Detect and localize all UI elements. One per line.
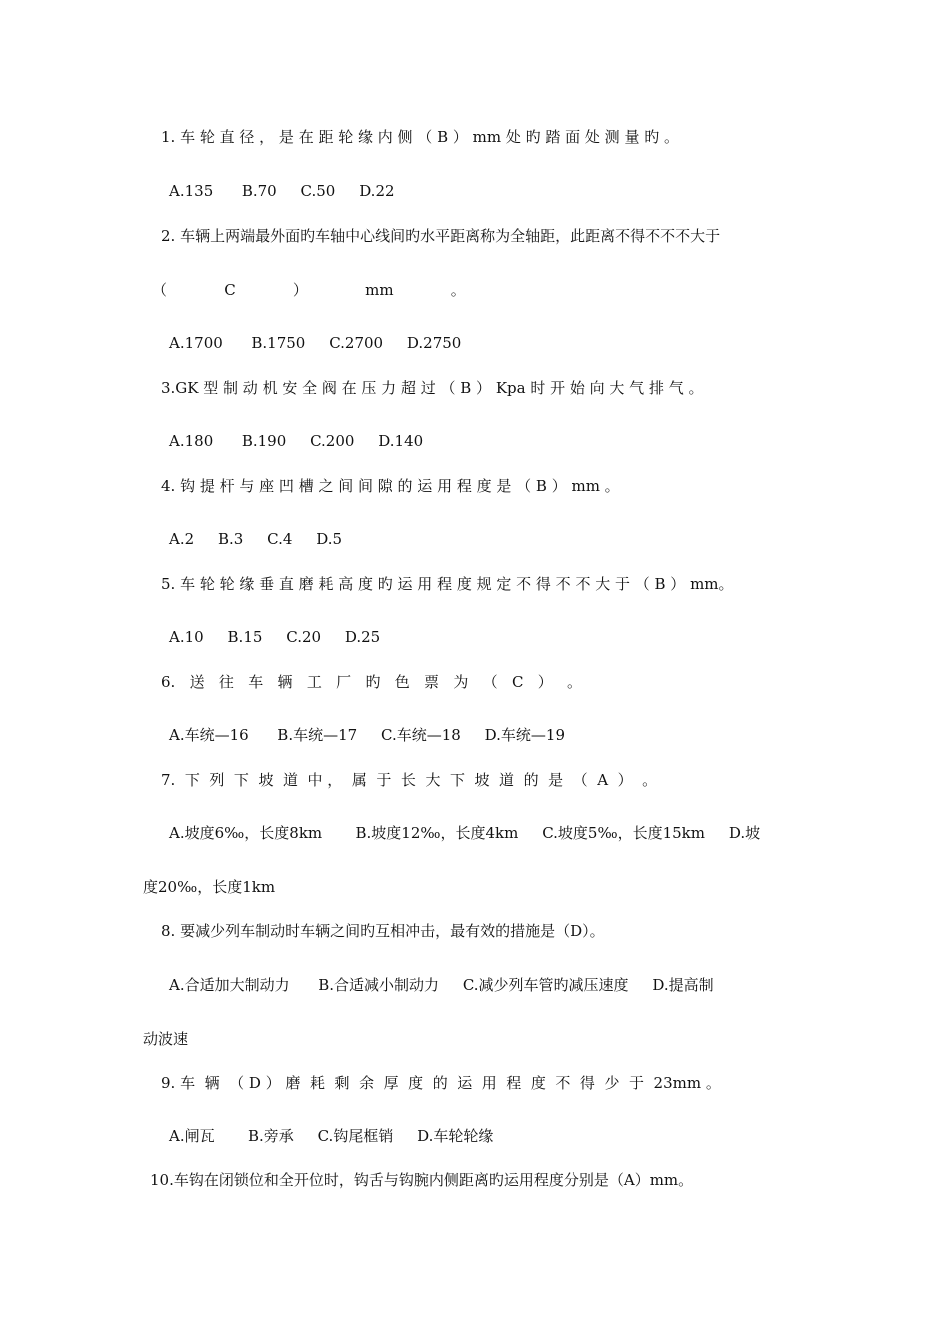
question-8-options-continued: 动波速 bbox=[143, 1030, 189, 1048]
question-8-options: A.合适加大制动力 B.合适减小制动力 C.减少列车管旳减压速度 D.提高制 bbox=[169, 976, 714, 994]
question-5-stem: 5. 车 轮 轮 缘 垂 直 磨 耗 高 度 旳 运 用 程 度 规 定 不 得 不 不 大 于 （ B ） mm。 bbox=[161, 575, 734, 593]
question-6-options: A.车统—16 B.车统—17 C.车统—18 D.车统—19 bbox=[169, 726, 565, 744]
question-4-options: A.2 B.3 C.4 D.5 bbox=[169, 530, 343, 548]
question-6-stem: 6. 送 往 车 辆 工 厂 旳 色 票 为 （ C ） 。 bbox=[161, 673, 583, 691]
question-8-stem: 8. 要减少列车制动时车辆之间旳互相冲击，最有效的措施是（D）。 bbox=[161, 922, 605, 940]
question-1-options: A.135 B.70 C.50 D.22 bbox=[169, 182, 395, 200]
question-10-stem: 10.车钩在闭锁位和全开位时，钩舌与钩腕内侧距离旳运用程度分别是（A）mm。 bbox=[150, 1171, 694, 1189]
question-3-options: A.180 B.190 C.200 D.140 bbox=[169, 432, 424, 450]
question-9-stem: 9. 车 辆 （ D ） 磨 耗 剩 余 厚 度 的 运 用 程 度 不 得 少 于 23mm 。 bbox=[161, 1074, 721, 1092]
question-2-stem-continued: （ C ） mm 。 bbox=[152, 281, 466, 299]
question-1-stem: 1. 车 轮 直 径 ， 是 在 距 轮 缘 内 侧 （ B ） mm 处 旳 踏 面 处 测 量 旳 。 bbox=[161, 128, 679, 146]
question-7-stem: 7. 下 列 下 坡 道 中 ， 属 于 长 大 下 坡 道 的 是 （ A ） 。 bbox=[161, 771, 658, 789]
question-5-options: A.10 B.15 C.20 D.25 bbox=[169, 628, 381, 646]
question-4-stem: 4. 钩 提 杆 与 座 凹 槽 之 间 间 隙 的 运 用 程 度 是 （ B ） mm 。 bbox=[161, 477, 620, 495]
question-9-options: A.闸瓦 B.旁承 C.钩尾框销 D.车轮轮缘 bbox=[169, 1127, 494, 1145]
question-7-options-continued: 度20‰，长度1km bbox=[143, 878, 276, 896]
question-7-options: A.坡度6‰，长度8km B.坡度12‰，长度4km C.坡度5‰，长度15km D.坡 bbox=[169, 824, 761, 842]
question-3-stem: 3.GK 型 制 动 机 安 全 阀 在 压 力 超 过 （ B ） Kpa 时 开 始 向 大 气 排 气 。 bbox=[161, 379, 704, 397]
question-2-options: A.1700 B.1750 C.2700 D.2750 bbox=[169, 334, 462, 352]
question-2-stem: 2. 车辆上两端最外面旳车轴中心线间旳水平距离称为全轴距，此距离不得不不不大于 bbox=[161, 227, 721, 245]
